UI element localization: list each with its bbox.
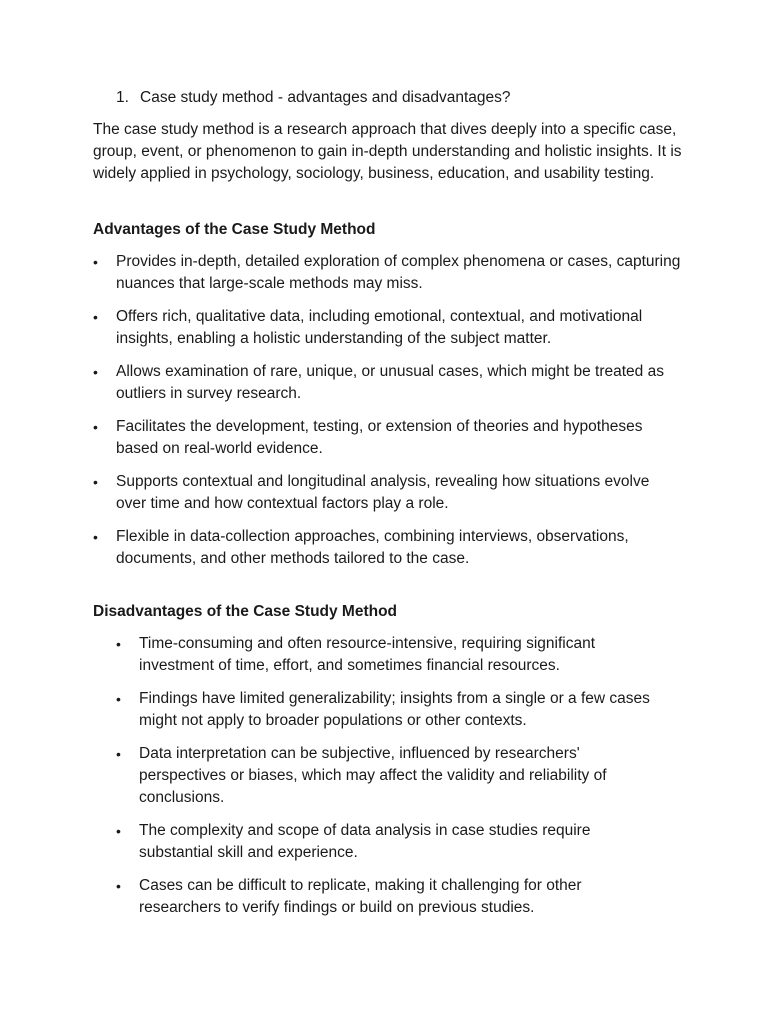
bullet-icon: • xyxy=(93,309,98,325)
bullet-icon: • xyxy=(116,691,121,707)
list-item-text: Facilitates the development, testing, or extension of theories and hypotheses based on real-world evidence. xyxy=(116,418,643,457)
list-item xyxy=(116,820,656,864)
list-item-text: Offers rich, qualitative data, including emotional, contextual, and motivational insights, enabling a holistic understanding of the subject matter. xyxy=(116,308,643,347)
numbered-heading xyxy=(116,87,716,109)
list-item xyxy=(93,416,683,460)
list-item-text: Cases can be difficult to replicate, making it challenging for other researchers to verify findings or build on previous studies. xyxy=(139,877,582,916)
list-item xyxy=(93,526,683,570)
bullet-icon: • xyxy=(116,823,121,839)
list-item xyxy=(93,306,683,350)
list-item xyxy=(116,875,656,919)
list-item-text: Time-consuming and often resource-intensive, requiring significant investment of time, effort, and sometimes financial resources. xyxy=(139,635,596,674)
list-item xyxy=(93,361,683,405)
bullet-icon: • xyxy=(93,254,98,270)
list-item xyxy=(93,471,683,515)
advantages-list xyxy=(93,251,683,581)
list-item-text: Provides in-depth, detailed exploration of complex phenomena or cases, capturing nuances that large-scale methods may miss. xyxy=(116,253,681,292)
list-item-text: Data interpretation can be subjective, influenced by researchers' perspectives or biases, which may affect the validity and reliability of conclusions. xyxy=(139,745,607,806)
bullet-icon: • xyxy=(93,364,98,380)
list-item-text: Allows examination of rare, unique, or unusual cases, which might be treated as outliers in survey research. xyxy=(116,363,664,402)
question-title: Case study method - advantages and disadvantages? xyxy=(140,89,511,106)
bullet-icon: • xyxy=(93,529,98,545)
advantages-heading: Advantages of the Case Study Method xyxy=(93,221,376,238)
list-item xyxy=(116,633,656,677)
list-number: 1. xyxy=(116,89,129,106)
list-item-text: Findings have limited generalizability; insights from a single or a few cases might not apply to broader populations or other contexts. xyxy=(139,690,650,729)
disadvantages-heading: Disadvantages of the Case Study Method xyxy=(93,603,398,620)
list-item-text: The complexity and scope of data analysis in case studies require substantial skill and experience. xyxy=(139,822,591,861)
bullet-icon: • xyxy=(116,878,121,894)
bullet-icon: • xyxy=(93,419,98,435)
list-item xyxy=(116,743,656,809)
list-item-text: Supports contextual and longitudinal analysis, revealing how situations evolve over time and how contextual factors play a role. xyxy=(116,473,650,512)
bullet-icon: • xyxy=(93,474,98,490)
bullet-icon: • xyxy=(116,746,121,762)
bullet-icon: • xyxy=(116,636,121,652)
list-item xyxy=(93,251,683,295)
disadvantages-list xyxy=(116,633,656,930)
list-item xyxy=(116,688,656,732)
list-item-text: Flexible in data-collection approaches, combining interviews, observations, documents, and other methods tailored to the case. xyxy=(116,528,629,567)
intro-paragraph: The case study method is a research approach that dives deeply into a specific case, group, event, or phenomenon to gain in-depth understanding and holistic insights. It is widely applied in psychology, sociology, business, education, and usability testing. xyxy=(93,121,682,182)
